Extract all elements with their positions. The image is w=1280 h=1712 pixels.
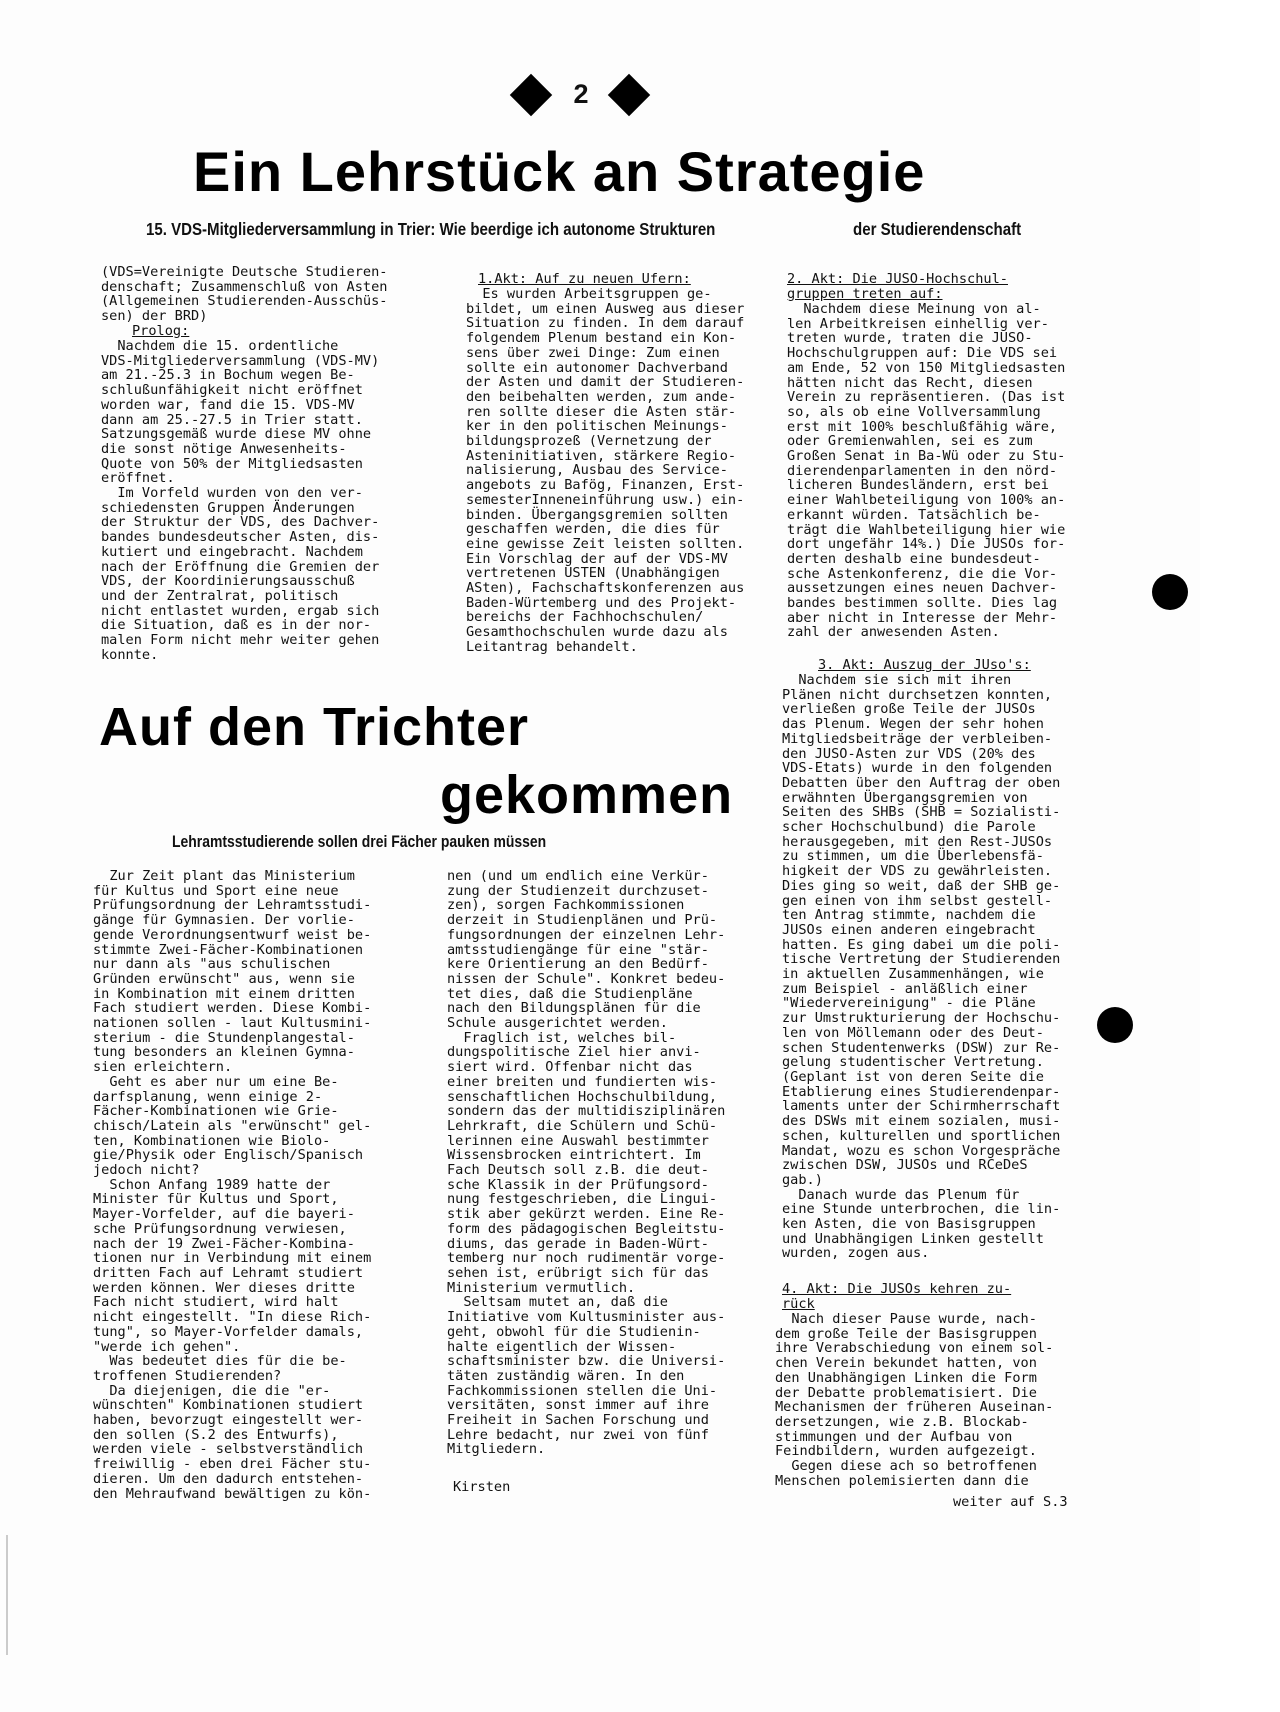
col3-heading-2: 3. Akt: Auszug der JUso's: [818,657,1031,673]
headline-2-line2: gekommen [440,765,734,825]
continued-notice: weiter auf S.3 [953,1494,1068,1510]
subheadline-1-part1: 15. VDS-Mitgliederversammlung in Trier: Wie beerdige ich autonome Strukturen [146,219,716,239]
col2-heading: 1.Akt: Auf zu neuen Ufern: [478,271,691,287]
page-number-marker [510,72,650,122]
punch-hole-lower-icon [1097,1007,1133,1043]
col2-body: Es wurden Arbeitsgruppen ge- bildet, um einen Ausweg aus dieser Situation zu finden. In dem darauf folgendem Plenum bestand ein Kon- sens über zwei Dinge: Zum einen sollte ein autonomer Dachverband der Asten und damit der Studieren- den beibehalten werden, zum ande- ren sollte dieser die Asten stär- ker in den politischen Meinungs- bildungsprozeß (Vernetzung der Asteninitiativen, stärkere Regio- nalisierung, Ausbau des Service- angebots zu Bafög, Finanzen, Erst- semesterInneneinführung usw.) ein- binden. Übergangsgremien sollten geschaffen werden, die dies für eine gewisse Zeit leisten sollten. Ein Vorschlag der auf der VDS-MV vertretenen USTEN (Unabhängigen ASten), Fachschaftskonferenzen aus Baden-Würtemberg und des Projekt- bereichs der Fachhochschulen/ Gesamthochschulen wurde dazu als Leitantrag behandelt. [466,286,745,655]
diamond-right-icon [608,74,650,116]
diamond-left-icon [510,74,552,116]
col1-heading-prolog: Prolog: [132,323,190,339]
col4-body: Zur Zeit plant das Ministerium für Kultus und Sport eine neue Prüfungsordnung der Lehramtsstudi- gänge für Gymnasien. Der vorlie- gende Verordnungsentwurf weist be- stimmte Zwei-Fächer-Kombinationen nur dann als "aus schulischen Gründen erwünscht" aus, wenn sie in Kombination mit einem dritten Fach studiert werden. Diese Kombi- nationen sollen - laut Kultusmini- sterium - die Stundenplangestal- tung besonders an kleinen Gymna- sien erleichtern. Geht es aber nur um eine Be- darfsplanung, wenn einige 2- Fächer-Kombinationen wie Grie- chisch/Latein als "erwünscht" gel- ten, Kombinationen wie Biolo- gie/Physik oder Englisch/Spanisch jedoch nicht? Schon Anfang 1989 hatte der Minister für Kultus und Sport, Mayer-Vorfelder, auf die bayeri- sche Prüfungsordnung verwiesen, nach der 19 Zwei-Fächer-Kombina- tionen nur in Verbindung mit einem dritten Fach auf Lehramt studiert werden können. Wer dieses dritte Fach nicht studiert, wird halt nicht eingestellt. "In diese Rich- tung", so Mayer-Vorfelder damals, "werde ich gehen". Was bedeutet dies für die be- troffenen Studierenden? Da diejenigen, die die "er- wünschten" Kombinationen studiert haben, bevorzugt eingestellt wer- den sollen (S.2 des Entwurfs), werden viele - selbstverständlich freiwillig - eben drei Fächer stu- dieren. Um den dadurch entstehen- den Mehraufwand bewältigen zu kön- [93,868,372,1502]
subheadline-1-part2: der Studierendenschaft [853,219,1022,239]
col1-intro: (VDS=Vereinigte Deutsche Studieren- denschaft; Zusammenschluß von Asten (Allgemeinen Studierenden-Ausschüs- sen) der BRD) [101,264,388,325]
col3-body-3: Nach dieser Pause wurde, nach- dem große Teile der Basisgruppen ihre Verabschiedung von einem sol- chen Verein bekundet hatten, von den Unabhängigen Linken die Form der Debatte problematisiert. Die Mechanismen der früheren Auseinan- dersetzungen, wie z.B. Blockab- stimmungen und der Aufbau von Feindbildern, wurden aufgezeigt. Gegen diese ach so betroffenen Menschen polemisierten dann die [775,1311,1054,1489]
col3-heading-1: 2. Akt: Die JUSO-Hochschul- gruppen treten auf: [787,271,1008,302]
subheadline-2: Lehramtsstudierende sollen drei Fächer pauken müssen [172,832,547,851]
author-signature: Kirsten [453,1479,511,1495]
headline-1: Ein Lehrstück an Strategie [193,140,926,203]
col3-body-2: Nachdem sie sich mit ihren Plänen nicht durchsetzen konnten, verließen große Teile der JUSOs das Plenum. Wegen der sehr hohen Mitgliedsbeiträge der verbleiben- den JUSO-Asten zur VDS (20% des VDS-Etats) wurde in den folgenden Debatten über den Auftrag der oben erwähnten Übergangsgremien von Seiten des SHBs (SHB = Sozialisti- scher Hochschulbund) die Parole herausgegeben, mit den Rest-JUSOs zu stimmen, um die Überlebensfä- higkeit der VDS zu gewährleisten. Dies ging so weit, daß der SHB ge- gen einen von ihm selbst gestell- ten Antrag stimmte, nachdem die JUSOs einen anderen eingebracht hatten. Es ging dabei um die poli- tische Vertretung der Studierenden in aktuellen Zusammenhängen, wie zum Beispiel - anläßlich einer "Wiedervereinigung" - die Pläne zur Umstrukturierung der Hochschu- len von Möllemann oder des Deut- schen Studentenwerks (DSW) zur Re- gelung studentischer Vertretung. (Geplant ist von deren Seite die Etablierung eines Studierendenpar- laments unter der Schirmherrschaft des DSWs mit einem sozialen, musi- schen, kulturellen und sportlichen Mandat, wozu es schon Vorgespräche zwischen DSW, JUSOs und RCeDeS gab.) Danach wurde das Plenum für eine Stunde unterbrochen, die lin- ken Asten, die von Basisgruppen und Unabhängigen Linken gestellt wurden, zogen aus. [782,672,1061,1262]
col3-heading-3: 4. Akt: Die JUSOs kehren zu- rück [782,1281,1012,1312]
headline-2-line1: Auf den Trichter [99,697,530,757]
punch-hole-upper-icon [1152,574,1188,610]
scan-edge-mark [6,1535,8,1655]
col3-body-1: Nachdem diese Meinung von al- len Arbeitkreisen einhellig ver- treten wurde, traten die JUSO- Hochschulgruppen auf: Die VDS sei am Ende, 52 von 150 Mitgliedsasten hätten nicht das Recht, diesen Verein zu repräsentieren. (Das ist so, als ob eine Vollversammlung erst mit 100% beschlußfähig wäre, oder Gremienwahlen, sei es zum Großen Senat in Ba-Wü oder zu Stu- dierendenparlamenten in den nörd- licheren Bundesländern, erst bei einer Wahlbeteiligung von 100% an- erkannt würden. Tatsächlich be- trägt die Wahlbeteiligung hier wie dort ungefähr 14%.) Die JUSOs for- derten deshalb eine bundesdeut- sche Astenkonferenz, die die Vor- aussetzungen eines neuen Dachver- bandes bestimmen sollte. Dies lag aber nicht in Interesse der Mehr- zahl der anwesenden Asten. [787,301,1066,641]
col5-body: nen (und um endlich eine Verkür- zung der Studienzeit durchzuset- zen), sorgen Fachkommissionen derzeit in Studienplänen und Prü- fungsordnungen der einzelnen Lehr- amtsstudiengänge für eine "stär- kere Orientierung an den Bedürf- nissen der Schule". Konkret bedeu- tet dies, daß die Studienpläne nach den Bildungsplänen für die Schule ausgerichtet werden. Fraglich ist, welches bil- dungspolitische Ziel hier anvi- siert wird. Offenbar nicht das einer breiten und fundierten wis- senschaftlichen Hochschulbildung, sondern das der multidisziplinären Lehrkraft, die Schülern und Schü- lerinnen eine Auswahl bestimmter Wissensbrocken eintrichtert. Im Fach Deutsch soll z.B. die deut- sche Klassik in der Prüfungsord- nung festgeschrieben, die Lingui- stik aber gekürzt werden. Eine Re- form des pädagogischen Begleitstu- diums, das gerade in Baden-Würt- temberg nur noch rudimentär vorge- sehen ist, erübrigt sich für das Ministerium vermutlich. Seltsam mutet an, daß die Initiative vom Kultusminister aus- geht, obwohl für die Studienin- halte eigentlich der Wissen- schaftsminister bzw. die Universi- täten zuständig wären. In den Fachkommissionen stellen die Uni- versitäten, sonst immer auf ihre Freiheit in Sachen Forschung und Lehre bedacht, nur zwei von fünf Mitgliedern. [447,868,726,1458]
col1-body: Nachdem die 15. ordentliche VDS-Mitgliederversammlung (VDS-MV) am 21.-25.3 in Bochum wegen Be- schlußunfähigkeit nicht eröffnet worden war, fand die 15. VDS-MV dann am 25.-27.5 in Trier statt. Satzungsgemäß wurde diese MV ohne die sonst nötige Anwesenheits- Quote von 50% der Mitgliedsasten eröffnet. Im Vorfeld wurden von den ver- schiedensten Gruppen Änderungen der Struktur der VDS, des Dachver- bandes bundesdeutscher Asten, dis- kutiert und eingebracht. Nachdem nach der Eröffnung die Gremien der VDS, der Koordinierungsausschuß und der Zentralrat, politisch nicht entlastet wurden, ergab sich die Situation, daß es in der nor- malen Form nicht mehr weiter gehen konnte. [101,338,380,663]
page-number: 2 [573,79,589,109]
